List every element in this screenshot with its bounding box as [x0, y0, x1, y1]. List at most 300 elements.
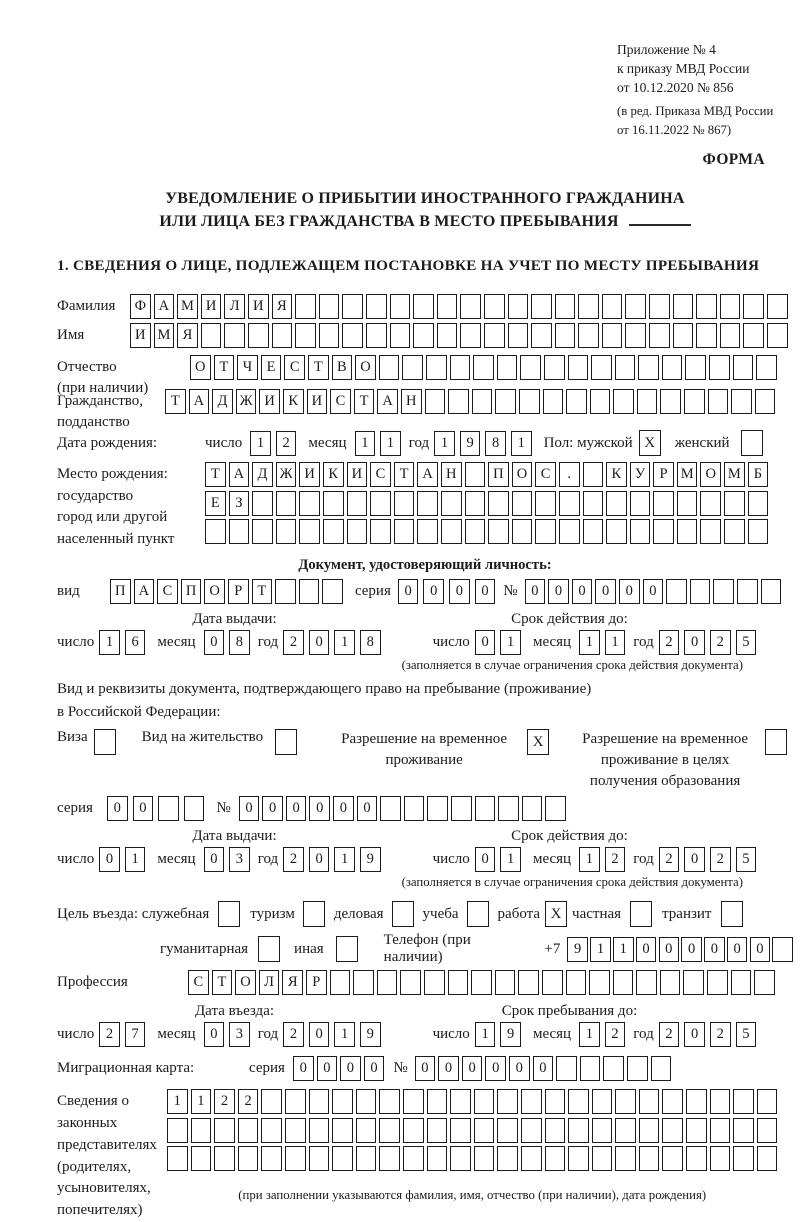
char-box[interactable] [238, 1118, 259, 1143]
char-box[interactable] [660, 970, 681, 995]
char-box[interactable]: 3 [229, 847, 250, 872]
char-box[interactable]: Т [252, 579, 273, 604]
char-box[interactable]: 1 [250, 431, 271, 456]
char-box[interactable] [248, 323, 269, 348]
purpose-transit-checkbox[interactable] [721, 901, 743, 927]
char-box[interactable] [366, 323, 387, 348]
char-box[interactable]: 0 [619, 579, 640, 604]
char-box[interactable]: 2 [659, 847, 680, 872]
char-box[interactable] [448, 970, 469, 995]
char-box[interactable] [390, 323, 411, 348]
char-box[interactable]: 0 [239, 796, 260, 821]
char-box[interactable]: Д [212, 389, 233, 414]
char-box[interactable]: 0 [107, 796, 128, 821]
char-box[interactable] [252, 519, 273, 544]
purpose-work-checkbox[interactable]: X [545, 901, 567, 927]
char-box[interactable] [724, 491, 745, 516]
char-box[interactable] [710, 1118, 731, 1143]
char-box[interactable] [708, 389, 729, 414]
char-box[interactable]: 2 [605, 1022, 626, 1047]
char-box[interactable]: Т [308, 355, 329, 380]
char-box[interactable] [630, 519, 651, 544]
char-box[interactable] [472, 389, 493, 414]
char-box[interactable] [404, 796, 425, 821]
char-box[interactable] [276, 491, 297, 516]
char-box[interactable]: Б [748, 462, 769, 487]
char-box[interactable]: 0 [309, 847, 330, 872]
char-box[interactable] [568, 1089, 589, 1114]
char-box[interactable] [559, 491, 580, 516]
edu-permit-checkbox[interactable] [765, 729, 787, 755]
char-box[interactable] [460, 323, 481, 348]
char-box[interactable] [748, 519, 769, 544]
char-box[interactable]: М [724, 462, 745, 487]
char-box[interactable]: И [347, 462, 368, 487]
char-box[interactable] [158, 796, 179, 821]
char-box[interactable] [425, 389, 446, 414]
char-box[interactable]: Т [165, 389, 186, 414]
char-box[interactable] [272, 323, 293, 348]
char-box[interactable] [566, 970, 587, 995]
char-box[interactable]: О [512, 462, 533, 487]
char-box[interactable] [662, 1089, 683, 1114]
purpose-humanitarian-checkbox[interactable] [258, 936, 280, 962]
char-box[interactable]: 0 [398, 579, 419, 604]
char-box[interactable]: 9 [460, 431, 481, 456]
char-box[interactable] [400, 970, 421, 995]
char-box[interactable] [602, 294, 623, 319]
char-box[interactable] [299, 579, 320, 604]
char-box[interactable] [710, 1089, 731, 1114]
char-box[interactable]: 0 [293, 1056, 314, 1081]
char-box[interactable] [465, 519, 486, 544]
char-box[interactable]: 1 [605, 630, 626, 655]
char-box[interactable] [498, 796, 519, 821]
char-box[interactable] [508, 323, 529, 348]
purpose-study-checkbox[interactable] [467, 901, 489, 927]
char-box[interactable]: А [154, 294, 175, 319]
char-box[interactable] [543, 389, 564, 414]
char-box[interactable]: А [417, 462, 438, 487]
char-box[interactable] [488, 491, 509, 516]
char-box[interactable] [625, 294, 646, 319]
char-box[interactable] [767, 294, 788, 319]
char-box[interactable] [683, 970, 704, 995]
char-box[interactable] [299, 491, 320, 516]
char-box[interactable]: П [181, 579, 202, 604]
char-box[interactable] [686, 1089, 707, 1114]
char-box[interactable]: О [700, 462, 721, 487]
char-box[interactable] [353, 970, 374, 995]
char-box[interactable]: Д [252, 462, 273, 487]
char-box[interactable] [495, 389, 516, 414]
char-box[interactable]: 9 [567, 937, 588, 962]
char-box[interactable]: Т [212, 970, 233, 995]
char-box[interactable]: И [248, 294, 269, 319]
char-box[interactable] [518, 970, 539, 995]
char-box[interactable]: 1 [167, 1089, 188, 1114]
char-box[interactable]: 2 [659, 1022, 680, 1047]
char-box[interactable]: К [283, 389, 304, 414]
char-box[interactable] [379, 355, 400, 380]
char-box[interactable] [761, 579, 782, 604]
char-box[interactable]: 0 [485, 1056, 506, 1081]
char-box[interactable]: . [559, 462, 580, 487]
char-box[interactable]: 0 [204, 1022, 225, 1047]
char-box[interactable]: 0 [681, 937, 702, 962]
char-box[interactable]: 2 [659, 630, 680, 655]
char-box[interactable] [508, 294, 529, 319]
char-box[interactable]: 2 [710, 847, 731, 872]
char-box[interactable]: Л [259, 970, 280, 995]
char-box[interactable] [653, 491, 674, 516]
char-box[interactable] [332, 1118, 353, 1143]
temp-permit-checkbox[interactable]: X [527, 729, 549, 755]
char-box[interactable] [474, 1089, 495, 1114]
char-box[interactable] [720, 294, 741, 319]
char-box[interactable]: 0 [364, 1056, 385, 1081]
char-box[interactable] [649, 294, 670, 319]
char-box[interactable] [347, 491, 368, 516]
char-box[interactable] [238, 1146, 259, 1171]
char-box[interactable] [437, 323, 458, 348]
char-box[interactable] [568, 1118, 589, 1143]
char-box[interactable] [733, 1146, 754, 1171]
char-box[interactable] [606, 519, 627, 544]
char-box[interactable] [427, 796, 448, 821]
char-box[interactable]: 1 [500, 630, 521, 655]
char-box[interactable] [167, 1118, 188, 1143]
char-box[interactable] [578, 294, 599, 319]
char-box[interactable] [285, 1118, 306, 1143]
char-box[interactable]: О [355, 355, 376, 380]
char-box[interactable]: А [229, 462, 250, 487]
char-box[interactable] [700, 519, 721, 544]
char-box[interactable] [568, 1146, 589, 1171]
char-box[interactable] [261, 1118, 282, 1143]
char-box[interactable] [767, 323, 788, 348]
char-box[interactable] [474, 1118, 495, 1143]
char-box[interactable] [521, 1146, 542, 1171]
char-box[interactable] [323, 491, 344, 516]
char-box[interactable]: М [177, 294, 198, 319]
char-box[interactable] [544, 355, 565, 380]
char-box[interactable] [653, 519, 674, 544]
char-box[interactable] [733, 1089, 754, 1114]
char-box[interactable]: И [299, 462, 320, 487]
char-box[interactable]: Н [441, 462, 462, 487]
char-box[interactable] [191, 1146, 212, 1171]
char-box[interactable]: 9 [500, 1022, 521, 1047]
char-box[interactable] [450, 1146, 471, 1171]
char-box[interactable]: З [229, 491, 250, 516]
char-box[interactable] [724, 519, 745, 544]
char-box[interactable]: П [110, 579, 131, 604]
char-box[interactable]: 1 [334, 847, 355, 872]
char-box[interactable] [545, 1089, 566, 1114]
char-box[interactable]: 0 [415, 1056, 436, 1081]
char-box[interactable] [583, 462, 604, 487]
char-box[interactable] [649, 323, 670, 348]
char-box[interactable] [733, 1118, 754, 1143]
char-box[interactable]: 1 [99, 630, 120, 655]
char-box[interactable]: 2 [710, 630, 731, 655]
char-box[interactable] [578, 323, 599, 348]
char-box[interactable] [583, 491, 604, 516]
char-box[interactable]: 5 [736, 1022, 757, 1047]
char-box[interactable] [686, 1118, 707, 1143]
char-box[interactable]: 0 [309, 1022, 330, 1047]
char-box[interactable]: Е [205, 491, 226, 516]
char-box[interactable] [441, 519, 462, 544]
char-box[interactable]: 0 [475, 847, 496, 872]
char-box[interactable]: 1 [334, 1022, 355, 1047]
char-box[interactable]: 2 [283, 630, 304, 655]
purpose-private-checkbox[interactable] [630, 901, 652, 927]
char-box[interactable] [285, 1146, 306, 1171]
char-box[interactable] [319, 323, 340, 348]
char-box[interactable]: 0 [462, 1056, 483, 1081]
char-box[interactable] [677, 491, 698, 516]
char-box[interactable]: 0 [133, 796, 154, 821]
char-box[interactable]: А [189, 389, 210, 414]
char-box[interactable]: 0 [643, 579, 664, 604]
char-box[interactable]: С [284, 355, 305, 380]
char-box[interactable] [662, 355, 683, 380]
char-box[interactable] [522, 796, 543, 821]
char-box[interactable]: 1 [590, 937, 611, 962]
char-box[interactable]: 1 [613, 937, 634, 962]
char-box[interactable] [377, 970, 398, 995]
char-box[interactable] [380, 796, 401, 821]
char-box[interactable]: Т [394, 462, 415, 487]
char-box[interactable] [356, 1089, 377, 1114]
char-box[interactable] [627, 1056, 648, 1081]
char-box[interactable] [448, 389, 469, 414]
char-box[interactable]: 9 [360, 1022, 381, 1047]
char-box[interactable]: 1 [500, 847, 521, 872]
char-box[interactable]: 1 [475, 1022, 496, 1047]
char-box[interactable] [417, 519, 438, 544]
char-box[interactable] [555, 294, 576, 319]
char-box[interactable] [475, 796, 496, 821]
char-box[interactable]: К [606, 462, 627, 487]
char-box[interactable] [191, 1118, 212, 1143]
char-box[interactable]: 0 [99, 847, 120, 872]
char-box[interactable] [229, 519, 250, 544]
char-box[interactable]: С [535, 462, 556, 487]
char-box[interactable]: 0 [684, 630, 705, 655]
char-box[interactable] [737, 579, 758, 604]
char-box[interactable] [323, 519, 344, 544]
char-box[interactable]: Ж [236, 389, 257, 414]
char-box[interactable] [603, 1056, 624, 1081]
char-box[interactable] [252, 491, 273, 516]
char-box[interactable]: О [190, 355, 211, 380]
visa-checkbox[interactable] [94, 729, 116, 755]
char-box[interactable] [427, 1146, 448, 1171]
char-box[interactable] [450, 1089, 471, 1114]
char-box[interactable] [366, 294, 387, 319]
char-box[interactable] [531, 294, 552, 319]
char-box[interactable] [451, 796, 472, 821]
char-box[interactable]: 0 [340, 1056, 361, 1081]
char-box[interactable] [521, 1089, 542, 1114]
char-box[interactable]: Р [228, 579, 249, 604]
char-box[interactable] [356, 1118, 377, 1143]
char-box[interactable] [394, 519, 415, 544]
char-box[interactable] [285, 1089, 306, 1114]
char-box[interactable] [757, 1118, 778, 1143]
char-box[interactable] [488, 519, 509, 544]
char-box[interactable]: Ж [276, 462, 297, 487]
char-box[interactable] [625, 323, 646, 348]
char-box[interactable]: 0 [438, 1056, 459, 1081]
char-box[interactable] [545, 1118, 566, 1143]
char-box[interactable]: С [330, 389, 351, 414]
char-box[interactable]: Е [261, 355, 282, 380]
purpose-tourism-checkbox[interactable] [303, 901, 325, 927]
char-box[interactable] [662, 1118, 683, 1143]
char-box[interactable]: 1 [434, 431, 455, 456]
char-box[interactable]: М [154, 323, 175, 348]
char-box[interactable] [390, 294, 411, 319]
char-box[interactable]: 0 [704, 937, 725, 962]
char-box[interactable]: М [677, 462, 698, 487]
char-box[interactable] [465, 462, 486, 487]
char-box[interactable] [295, 323, 316, 348]
char-box[interactable]: 0 [357, 796, 378, 821]
char-box[interactable] [686, 1146, 707, 1171]
char-box[interactable]: Я [177, 323, 198, 348]
char-box[interactable] [613, 389, 634, 414]
char-box[interactable] [613, 970, 634, 995]
char-box[interactable] [332, 1089, 353, 1114]
char-box[interactable] [690, 579, 711, 604]
char-box[interactable] [497, 1146, 518, 1171]
char-box[interactable]: К [323, 462, 344, 487]
char-box[interactable]: 9 [360, 847, 381, 872]
char-box[interactable]: С [157, 579, 178, 604]
char-box[interactable] [403, 1146, 424, 1171]
char-box[interactable] [484, 294, 505, 319]
char-box[interactable]: 0 [509, 1056, 530, 1081]
purpose-business-checkbox[interactable] [392, 901, 414, 927]
char-box[interactable]: 2 [238, 1089, 259, 1114]
char-box[interactable] [755, 389, 776, 414]
char-box[interactable] [403, 1089, 424, 1114]
char-box[interactable] [299, 519, 320, 544]
char-box[interactable]: И [201, 294, 222, 319]
char-box[interactable]: 0 [449, 579, 470, 604]
char-box[interactable] [417, 491, 438, 516]
residence-permit-checkbox[interactable] [275, 729, 297, 755]
char-box[interactable] [748, 491, 769, 516]
char-box[interactable]: 1 [355, 431, 376, 456]
char-box[interactable]: 3 [229, 1022, 250, 1047]
char-box[interactable]: 0 [423, 579, 444, 604]
char-box[interactable] [519, 389, 540, 414]
char-box[interactable] [638, 355, 659, 380]
char-box[interactable] [403, 1118, 424, 1143]
char-box[interactable] [566, 389, 587, 414]
char-box[interactable]: 0 [333, 796, 354, 821]
char-box[interactable] [660, 389, 681, 414]
char-box[interactable] [535, 491, 556, 516]
char-box[interactable] [427, 1118, 448, 1143]
char-box[interactable] [309, 1118, 330, 1143]
char-box[interactable]: О [235, 970, 256, 995]
char-box[interactable]: Т [214, 355, 235, 380]
char-box[interactable] [754, 970, 775, 995]
char-box[interactable]: 0 [659, 937, 680, 962]
char-box[interactable]: П [488, 462, 509, 487]
char-box[interactable] [592, 1089, 613, 1114]
char-box[interactable] [413, 294, 434, 319]
char-box[interactable] [427, 1089, 448, 1114]
char-box[interactable] [309, 1146, 330, 1171]
char-box[interactable]: Л [224, 294, 245, 319]
char-box[interactable]: Я [272, 294, 293, 319]
char-box[interactable] [426, 355, 447, 380]
char-box[interactable]: 1 [579, 1022, 600, 1047]
char-box[interactable] [545, 796, 566, 821]
char-box[interactable] [673, 294, 694, 319]
char-box[interactable]: 1 [380, 431, 401, 456]
char-box[interactable] [700, 491, 721, 516]
char-box[interactable]: 0 [475, 630, 496, 655]
char-box[interactable] [589, 970, 610, 995]
char-box[interactable]: 0 [636, 937, 657, 962]
char-box[interactable] [651, 1056, 672, 1081]
char-box[interactable] [473, 355, 494, 380]
char-box[interactable] [583, 519, 604, 544]
char-box[interactable] [521, 1118, 542, 1143]
char-box[interactable]: 0 [204, 630, 225, 655]
char-box[interactable] [214, 1146, 235, 1171]
char-box[interactable] [666, 579, 687, 604]
char-box[interactable]: В [332, 355, 353, 380]
char-box[interactable]: 6 [125, 630, 146, 655]
char-box[interactable]: Н [401, 389, 422, 414]
char-box[interactable]: 0 [204, 847, 225, 872]
char-box[interactable] [224, 323, 245, 348]
char-box[interactable]: 2 [214, 1089, 235, 1114]
char-box[interactable]: О [204, 579, 225, 604]
char-box[interactable] [696, 294, 717, 319]
char-box[interactable] [592, 1118, 613, 1143]
char-box[interactable]: 0 [525, 579, 546, 604]
char-box[interactable]: 1 [334, 630, 355, 655]
char-box[interactable] [309, 1089, 330, 1114]
char-box[interactable]: 0 [684, 847, 705, 872]
char-box[interactable] [413, 323, 434, 348]
char-box[interactable] [772, 937, 793, 962]
char-box[interactable] [276, 519, 297, 544]
char-box[interactable] [756, 355, 777, 380]
char-box[interactable] [201, 323, 222, 348]
char-box[interactable] [205, 519, 226, 544]
char-box[interactable] [295, 294, 316, 319]
char-box[interactable] [696, 323, 717, 348]
char-box[interactable]: 1 [579, 630, 600, 655]
char-box[interactable] [261, 1089, 282, 1114]
char-box[interactable] [379, 1146, 400, 1171]
char-box[interactable]: Р [653, 462, 674, 487]
char-box[interactable] [356, 1146, 377, 1171]
char-box[interactable]: Т [205, 462, 226, 487]
char-box[interactable] [637, 389, 658, 414]
